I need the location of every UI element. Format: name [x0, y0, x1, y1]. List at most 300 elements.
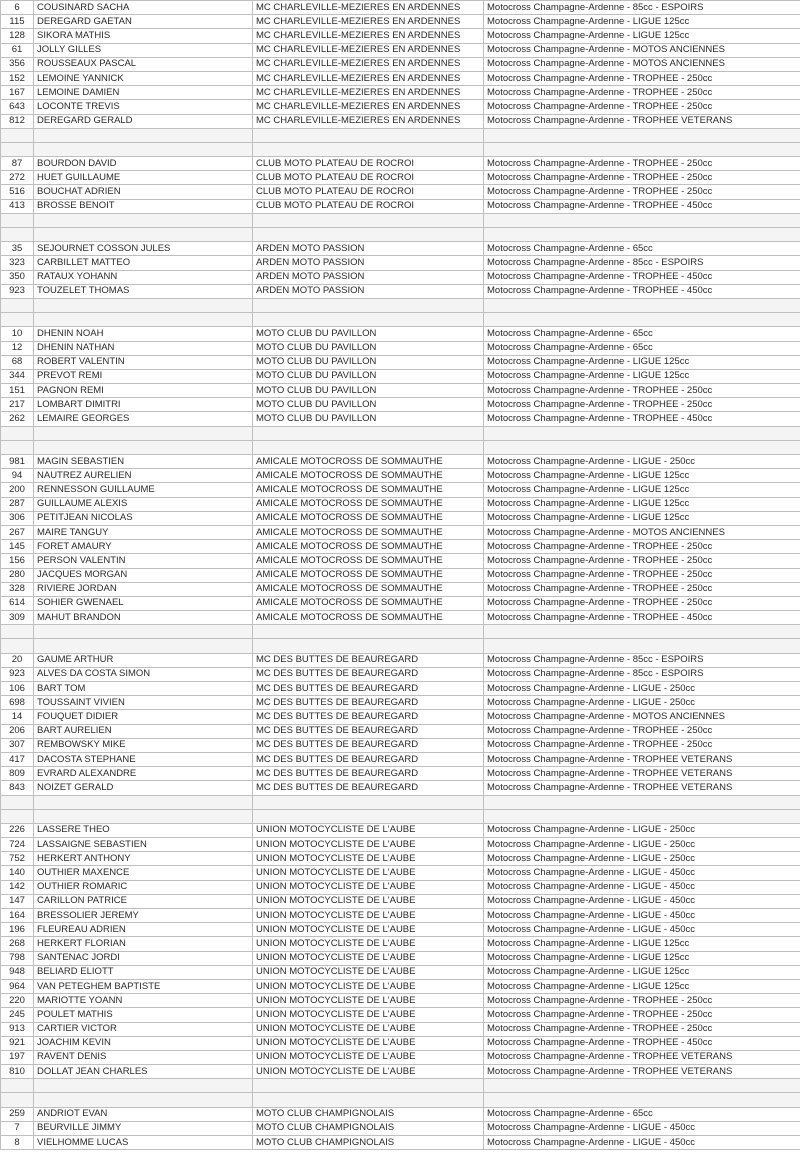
empty-cell [484, 795, 800, 809]
rider-number-cell: 643 [1, 100, 34, 114]
rider-name-cell: LOMBART DIMITRI [34, 398, 253, 412]
rider-name-cell: EVRARD ALEXANDRE [34, 767, 253, 781]
entry-row [1, 909, 800, 923]
club-name-cell: UNION MOTOCYCLISTE DE L'AUBE [253, 994, 484, 1008]
category-cell: Motocross Champagne-Ardenne - TROPHEE - 250cc [484, 171, 800, 185]
entry-row [1, 568, 800, 582]
category-cell: Motocross Champagne-Ardenne - TROPHEE - 450cc [484, 412, 800, 426]
category-cell: Motocross Champagne-Ardenne - MOTOS ANCIENNES [484, 710, 800, 724]
empty-cell [253, 128, 484, 142]
category-cell: Motocross Champagne-Ardenne - TROPHEE VETERANS [484, 1050, 800, 1064]
rider-name-cell: COUSINARD SACHA [34, 1, 253, 15]
rider-name-cell: DEREGARD GAETAN [34, 15, 253, 29]
empty-cell [484, 142, 800, 156]
rider-number-cell: 413 [1, 199, 34, 213]
rider-name-cell: LEMOINE DAMIEN [34, 86, 253, 100]
club-name-cell: MOTO CLUB CHAMPIGNOLAIS [253, 1136, 484, 1150]
rider-name-cell: RIVIERE JORDAN [34, 582, 253, 596]
rider-number-cell: 516 [1, 185, 34, 199]
category-cell: Motocross Champagne-Ardenne - MOTOS ANCIENNES [484, 525, 800, 539]
club-name-cell: MC DES BUTTES DE BEAUREGARD [253, 667, 484, 681]
rider-name-cell: LEMOINE YANNICK [34, 71, 253, 85]
rider-number-cell: 68 [1, 355, 34, 369]
rider-number-cell: 328 [1, 582, 34, 596]
club-name-cell: AMICALE MOTOCROSS DE SOMMAUTHE [253, 525, 484, 539]
club-name-cell: ARDEN MOTO PASSION [253, 242, 484, 256]
rider-name-cell: GUILLAUME ALEXIS [34, 497, 253, 511]
empty-cell [1, 142, 34, 156]
rider-number-cell: 981 [1, 455, 34, 469]
rider-number-cell: 206 [1, 724, 34, 738]
entry-row [1, 57, 800, 71]
rider-number-cell: 128 [1, 29, 34, 43]
empty-cell [253, 228, 484, 242]
rider-name-cell: BOUCHAT ADRIEN [34, 185, 253, 199]
rider-number-cell: 245 [1, 1008, 34, 1022]
empty-cell [34, 213, 253, 227]
empty-cell [484, 625, 800, 639]
category-cell: Motocross Champagne-Ardenne - LIGUE - 250cc [484, 838, 800, 852]
club-name-cell: UNION MOTOCYCLISTE DE L'AUBE [253, 866, 484, 880]
club-name-cell: AMICALE MOTOCROSS DE SOMMAUTHE [253, 540, 484, 554]
entry-row [1, 752, 800, 766]
rider-name-cell: ROUSSEAUX PASCAL [34, 57, 253, 71]
rider-number-cell: 948 [1, 965, 34, 979]
empty-cell [484, 213, 800, 227]
rider-name-cell: SIKORA MATHIS [34, 29, 253, 43]
rider-number-cell: 913 [1, 1022, 34, 1036]
rider-name-cell: LASSAIGNE SEBASTIEN [34, 838, 253, 852]
rider-name-cell: MAIRE TANGUY [34, 525, 253, 539]
group-separator-row [1, 809, 800, 823]
entry-row [1, 880, 800, 894]
group-separator-row [1, 795, 800, 809]
entry-row [1, 242, 800, 256]
rider-name-cell: CARTIER VICTOR [34, 1022, 253, 1036]
rider-number-cell: 306 [1, 511, 34, 525]
category-cell: Motocross Champagne-Ardenne - LIGUE 125cc [484, 965, 800, 979]
empty-cell [1, 228, 34, 242]
entry-row [1, 1050, 800, 1064]
entry-row [1, 15, 800, 29]
group-separator-row [1, 440, 800, 454]
entry-row [1, 100, 800, 114]
category-cell: Motocross Champagne-Ardenne - TROPHEE - 250cc [484, 157, 800, 171]
category-cell: Motocross Champagne-Ardenne - LIGUE 125cc [484, 979, 800, 993]
rider-name-cell: POULET MATHIS [34, 1008, 253, 1022]
entry-row [1, 384, 800, 398]
club-name-cell: MC DES BUTTES DE BEAUREGARD [253, 752, 484, 766]
category-cell: Motocross Champagne-Ardenne - LIGUE - 250cc [484, 823, 800, 837]
category-cell: Motocross Champagne-Ardenne - TROPHEE - 250cc [484, 1022, 800, 1036]
category-cell: Motocross Champagne-Ardenne - TROPHEE - 250cc [484, 994, 800, 1008]
group-separator-row [1, 426, 800, 440]
rider-name-cell: VAN PETEGHEM BAPTISTE [34, 979, 253, 993]
entry-row [1, 157, 800, 171]
rider-number-cell: 8 [1, 1136, 34, 1150]
entry-row [1, 525, 800, 539]
category-cell: Motocross Champagne-Ardenne - LIGUE - 450cc [484, 923, 800, 937]
club-name-cell: MOTO CLUB DU PAVILLON [253, 398, 484, 412]
empty-cell [253, 625, 484, 639]
empty-cell [1, 440, 34, 454]
club-name-cell: CLUB MOTO PLATEAU DE ROCROI [253, 199, 484, 213]
club-name-cell: AMICALE MOTOCROSS DE SOMMAUTHE [253, 582, 484, 596]
club-name-cell: AMICALE MOTOCROSS DE SOMMAUTHE [253, 511, 484, 525]
entry-row [1, 497, 800, 511]
rider-name-cell: BELIARD ELIOTT [34, 965, 253, 979]
empty-cell [34, 298, 253, 312]
rider-number-cell: 200 [1, 483, 34, 497]
category-cell: Motocross Champagne-Ardenne - LIGUE - 450cc [484, 1136, 800, 1150]
entry-row [1, 596, 800, 610]
rider-number-cell: 217 [1, 398, 34, 412]
rider-number-cell: 152 [1, 71, 34, 85]
category-cell: Motocross Champagne-Ardenne - TROPHEE - 450cc [484, 611, 800, 625]
rider-name-cell: DHENIN NOAH [34, 327, 253, 341]
entry-row [1, 270, 800, 284]
rider-number-cell: 921 [1, 1036, 34, 1050]
empty-cell [484, 228, 800, 242]
group-separator-row [1, 625, 800, 639]
rider-name-cell: TOUZELET THOMAS [34, 284, 253, 298]
club-name-cell: ARDEN MOTO PASSION [253, 256, 484, 270]
empty-cell [34, 1079, 253, 1093]
entry-row [1, 923, 800, 937]
category-cell: Motocross Champagne-Ardenne - TROPHEE - 250cc [484, 738, 800, 752]
rider-number-cell: 287 [1, 497, 34, 511]
club-name-cell: MC DES BUTTES DE BEAUREGARD [253, 653, 484, 667]
rider-number-cell: 280 [1, 568, 34, 582]
category-cell: Motocross Champagne-Ardenne - 65cc [484, 341, 800, 355]
empty-cell [253, 440, 484, 454]
rider-name-cell: BROSSE BENOIT [34, 199, 253, 213]
rider-name-cell: GAUME ARTHUR [34, 653, 253, 667]
empty-cell [253, 298, 484, 312]
rider-number-cell: 145 [1, 540, 34, 554]
rider-name-cell: ROBERT VALENTIN [34, 355, 253, 369]
category-cell: Motocross Champagne-Ardenne - LIGUE 125cc [484, 469, 800, 483]
category-cell: Motocross Champagne-Ardenne - TROPHEE VETERANS [484, 1065, 800, 1079]
rider-number-cell: 964 [1, 979, 34, 993]
empty-cell [484, 313, 800, 327]
club-name-cell: MC DES BUTTES DE BEAUREGARD [253, 710, 484, 724]
rider-number-cell: 350 [1, 270, 34, 284]
category-cell: Motocross Champagne-Ardenne - LIGUE - 250cc [484, 852, 800, 866]
rider-name-cell: RATAUX YOHANN [34, 270, 253, 284]
entry-row [1, 838, 800, 852]
rider-number-cell: 259 [1, 1107, 34, 1121]
rider-number-cell: 272 [1, 171, 34, 185]
club-name-cell: MOTO CLUB DU PAVILLON [253, 369, 484, 383]
entry-row [1, 1036, 800, 1050]
rider-number-cell: 810 [1, 1065, 34, 1079]
club-name-cell: AMICALE MOTOCROSS DE SOMMAUTHE [253, 483, 484, 497]
entry-row [1, 696, 800, 710]
empty-cell [34, 795, 253, 809]
entry-row [1, 738, 800, 752]
club-name-cell: CLUB MOTO PLATEAU DE ROCROI [253, 171, 484, 185]
category-cell: Motocross Champagne-Ardenne - LIGUE - 450cc [484, 866, 800, 880]
empty-cell [34, 142, 253, 156]
rider-number-cell: 417 [1, 752, 34, 766]
club-name-cell: MC CHARLEVILLE-MEZIERES EN ARDENNES [253, 71, 484, 85]
rider-number-cell: 809 [1, 767, 34, 781]
rider-number-cell: 164 [1, 909, 34, 923]
rider-number-cell: 167 [1, 86, 34, 100]
club-name-cell: ARDEN MOTO PASSION [253, 270, 484, 284]
rider-number-cell: 35 [1, 242, 34, 256]
rider-name-cell: MARIOTTE YOANN [34, 994, 253, 1008]
rider-number-cell: 309 [1, 611, 34, 625]
rider-name-cell: PREVOT REMI [34, 369, 253, 383]
rider-number-cell: 923 [1, 667, 34, 681]
club-name-cell: CLUB MOTO PLATEAU DE ROCROI [253, 157, 484, 171]
rider-number-cell: 6 [1, 1, 34, 15]
entry-row [1, 86, 800, 100]
club-name-cell: MC CHARLEVILLE-MEZIERES EN ARDENNES [253, 114, 484, 128]
entry-row [1, 653, 800, 667]
category-cell: Motocross Champagne-Ardenne - LIGUE 125cc [484, 355, 800, 369]
rider-name-cell: JOACHIM KEVIN [34, 1036, 253, 1050]
empty-cell [484, 128, 800, 142]
rider-number-cell: 268 [1, 937, 34, 951]
entry-row [1, 852, 800, 866]
rider-name-cell: FOUQUET DIDIER [34, 710, 253, 724]
rider-name-cell: ANDRIOT EVAN [34, 1107, 253, 1121]
club-name-cell: UNION MOTOCYCLISTE DE L'AUBE [253, 894, 484, 908]
club-name-cell: MC DES BUTTES DE BEAUREGARD [253, 738, 484, 752]
category-cell: Motocross Champagne-Ardenne - TROPHEE - 250cc [484, 596, 800, 610]
rider-name-cell: NAUTREZ AURELIEN [34, 469, 253, 483]
entry-list-body [1, 1, 800, 1150]
entry-row [1, 937, 800, 951]
category-cell: Motocross Champagne-Ardenne - TROPHEE - 250cc [484, 554, 800, 568]
rider-number-cell: 698 [1, 696, 34, 710]
club-name-cell: UNION MOTOCYCLISTE DE L'AUBE [253, 1022, 484, 1036]
rider-number-cell: 323 [1, 256, 34, 270]
entry-row [1, 979, 800, 993]
club-name-cell: UNION MOTOCYCLISTE DE L'AUBE [253, 951, 484, 965]
club-name-cell: MC CHARLEVILLE-MEZIERES EN ARDENNES [253, 29, 484, 43]
club-name-cell: MOTO CLUB DU PAVILLON [253, 341, 484, 355]
club-name-cell: MC DES BUTTES DE BEAUREGARD [253, 696, 484, 710]
category-cell: Motocross Champagne-Ardenne - TROPHEE VETERANS [484, 767, 800, 781]
entry-row [1, 724, 800, 738]
empty-cell [1, 639, 34, 653]
rider-number-cell: 752 [1, 852, 34, 866]
empty-cell [34, 639, 253, 653]
entry-row [1, 866, 800, 880]
category-cell: Motocross Champagne-Ardenne - TROPHEE - 450cc [484, 270, 800, 284]
rider-number-cell: 614 [1, 596, 34, 610]
empty-cell [253, 639, 484, 653]
rider-name-cell: BART AURELIEN [34, 724, 253, 738]
empty-cell [1, 795, 34, 809]
category-cell: Motocross Champagne-Ardenne - TROPHEE VETERANS [484, 114, 800, 128]
empty-cell [253, 1079, 484, 1093]
rider-name-cell: LOCONTE TREVIS [34, 100, 253, 114]
category-cell: Motocross Champagne-Ardenne - LIGUE 125cc [484, 483, 800, 497]
empty-cell [484, 1079, 800, 1093]
rider-name-cell: SEJOURNET COSSON JULES [34, 242, 253, 256]
club-name-cell: AMICALE MOTOCROSS DE SOMMAUTHE [253, 611, 484, 625]
rider-number-cell: 20 [1, 653, 34, 667]
entry-row [1, 994, 800, 1008]
category-cell: Motocross Champagne-Ardenne - LIGUE - 450cc [484, 1121, 800, 1135]
empty-cell [1, 809, 34, 823]
category-cell: Motocross Champagne-Ardenne - 65cc [484, 327, 800, 341]
empty-cell [1, 313, 34, 327]
group-separator-row [1, 313, 800, 327]
category-cell: Motocross Champagne-Ardenne - TROPHEE - 250cc [484, 1008, 800, 1022]
entry-row [1, 1065, 800, 1079]
category-cell: Motocross Champagne-Ardenne - LIGUE - 250cc [484, 682, 800, 696]
club-name-cell: UNION MOTOCYCLISTE DE L'AUBE [253, 852, 484, 866]
club-name-cell: MOTO CLUB DU PAVILLON [253, 355, 484, 369]
empty-cell [34, 440, 253, 454]
entry-row [1, 256, 800, 270]
empty-cell [253, 1093, 484, 1107]
category-cell: Motocross Champagne-Ardenne - TROPHEE - 250cc [484, 71, 800, 85]
rider-number-cell: 7 [1, 1121, 34, 1135]
club-name-cell: AMICALE MOTOCROSS DE SOMMAUTHE [253, 497, 484, 511]
group-separator-row [1, 1079, 800, 1093]
rider-name-cell: VIELHOMME LUCAS [34, 1136, 253, 1150]
empty-cell [484, 639, 800, 653]
club-name-cell: ARDEN MOTO PASSION [253, 284, 484, 298]
empty-cell [253, 142, 484, 156]
rider-name-cell: LEMAIRE GEORGES [34, 412, 253, 426]
category-cell: Motocross Champagne-Ardenne - TROPHEE VETERANS [484, 781, 800, 795]
empty-cell [484, 298, 800, 312]
empty-cell [1, 625, 34, 639]
category-cell: Motocross Champagne-Ardenne - TROPHEE - 450cc [484, 284, 800, 298]
entry-row [1, 327, 800, 341]
club-name-cell: MOTO CLUB DU PAVILLON [253, 384, 484, 398]
rider-number-cell: 147 [1, 894, 34, 908]
rider-number-cell: 843 [1, 781, 34, 795]
empty-cell [34, 228, 253, 242]
rider-name-cell: JOLLY GILLES [34, 43, 253, 57]
entry-row [1, 455, 800, 469]
category-cell: Motocross Champagne-Ardenne - TROPHEE - 250cc [484, 398, 800, 412]
category-cell: Motocross Champagne-Ardenne - TROPHEE VETERANS [484, 752, 800, 766]
rider-number-cell: 724 [1, 838, 34, 852]
rider-name-cell: TOUSSAINT VIVIEN [34, 696, 253, 710]
club-name-cell: UNION MOTOCYCLISTE DE L'AUBE [253, 823, 484, 837]
empty-cell [34, 128, 253, 142]
entry-row [1, 682, 800, 696]
entry-row [1, 540, 800, 554]
category-cell: Motocross Champagne-Ardenne - TROPHEE - 250cc [484, 582, 800, 596]
category-cell: Motocross Champagne-Ardenne - TROPHEE - 250cc [484, 86, 800, 100]
rider-name-cell: RENNESSON GUILLAUME [34, 483, 253, 497]
club-name-cell: AMICALE MOTOCROSS DE SOMMAUTHE [253, 568, 484, 582]
rider-name-cell: OUTHIER MAXENCE [34, 866, 253, 880]
empty-cell [484, 440, 800, 454]
empty-cell [1, 1079, 34, 1093]
club-name-cell: MC DES BUTTES DE BEAUREGARD [253, 724, 484, 738]
rider-name-cell: ALVES DA COSTA SIMON [34, 667, 253, 681]
rider-number-cell: 94 [1, 469, 34, 483]
rider-name-cell: CARBILLET MATTEO [34, 256, 253, 270]
empty-cell [34, 1093, 253, 1107]
rider-number-cell: 923 [1, 284, 34, 298]
entry-row [1, 199, 800, 213]
club-name-cell: MC CHARLEVILLE-MEZIERES EN ARDENNES [253, 1, 484, 15]
entry-row [1, 43, 800, 57]
club-name-cell: MC CHARLEVILLE-MEZIERES EN ARDENNES [253, 43, 484, 57]
category-cell: Motocross Champagne-Ardenne - TROPHEE - 250cc [484, 724, 800, 738]
entry-row [1, 1, 800, 15]
category-cell: Motocross Champagne-Ardenne - LIGUE 125cc [484, 369, 800, 383]
group-separator-row [1, 213, 800, 227]
club-name-cell: MC DES BUTTES DE BEAUREGARD [253, 767, 484, 781]
empty-cell [34, 426, 253, 440]
rider-name-cell: DHENIN NATHAN [34, 341, 253, 355]
club-name-cell: UNION MOTOCYCLISTE DE L'AUBE [253, 1065, 484, 1079]
rider-name-cell: SOHIER GWENAEL [34, 596, 253, 610]
category-cell: Motocross Champagne-Ardenne - LIGUE - 450cc [484, 880, 800, 894]
rider-name-cell: DOLLAT JEAN CHARLES [34, 1065, 253, 1079]
empty-cell [1, 1093, 34, 1107]
rider-name-cell: SANTENAC JORDI [34, 951, 253, 965]
empty-cell [34, 809, 253, 823]
rider-number-cell: 12 [1, 341, 34, 355]
rider-name-cell: PAGNON REMI [34, 384, 253, 398]
empty-cell [484, 426, 800, 440]
entry-row [1, 355, 800, 369]
club-name-cell: MC DES BUTTES DE BEAUREGARD [253, 682, 484, 696]
entry-row [1, 185, 800, 199]
group-separator-row [1, 228, 800, 242]
empty-cell [253, 809, 484, 823]
rider-name-cell: FLEUREAU ADRIEN [34, 923, 253, 937]
rider-number-cell: 307 [1, 738, 34, 752]
empty-cell [253, 313, 484, 327]
entry-row [1, 951, 800, 965]
category-cell: Motocross Champagne-Ardenne - TROPHEE - 250cc [484, 540, 800, 554]
entry-row [1, 582, 800, 596]
category-cell: Motocross Champagne-Ardenne - LIGUE 125cc [484, 15, 800, 29]
entry-row [1, 667, 800, 681]
rider-name-cell: BOURDON DAVID [34, 157, 253, 171]
entry-row [1, 1121, 800, 1135]
empty-cell [253, 213, 484, 227]
club-name-cell: UNION MOTOCYCLISTE DE L'AUBE [253, 1050, 484, 1064]
rider-name-cell: BRESSOLIER JEREMY [34, 909, 253, 923]
rider-number-cell: 262 [1, 412, 34, 426]
entry-row [1, 710, 800, 724]
category-cell: Motocross Champagne-Ardenne - MOTOS ANCIENNES [484, 43, 800, 57]
entry-row [1, 71, 800, 85]
category-cell: Motocross Champagne-Ardenne - TROPHEE - 450cc [484, 1036, 800, 1050]
category-cell: Motocross Champagne-Ardenne - 85cc - ESPOIRS [484, 653, 800, 667]
entry-row [1, 1022, 800, 1036]
entry-row [1, 554, 800, 568]
rider-number-cell: 812 [1, 114, 34, 128]
entry-row [1, 398, 800, 412]
rider-number-cell: 344 [1, 369, 34, 383]
rider-number-cell: 197 [1, 1050, 34, 1064]
rider-number-cell: 267 [1, 525, 34, 539]
rider-number-cell: 156 [1, 554, 34, 568]
rider-number-cell: 151 [1, 384, 34, 398]
rider-number-cell: 10 [1, 327, 34, 341]
entry-row [1, 781, 800, 795]
rider-name-cell: JACQUES MORGAN [34, 568, 253, 582]
